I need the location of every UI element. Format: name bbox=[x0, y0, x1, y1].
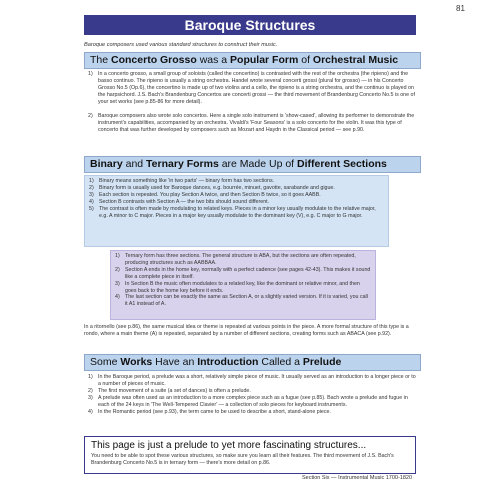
list-item bbox=[84, 113, 416, 148]
item-text: In Section B the music often modulates to a related key, like the dominant or relative minor, and then goes back to the home key before it ends. bbox=[125, 280, 360, 294]
heading-text: was a bbox=[196, 54, 231, 66]
item-text: Binary form is usually used for Baroque dances, e.g. bourrée, minuet, gavotte, sarabande and gigue. bbox=[99, 184, 335, 191]
heading-bold: Concerto Grosso bbox=[111, 54, 197, 66]
list-item bbox=[84, 388, 416, 395]
item-number: 2) bbox=[115, 266, 120, 273]
item-number: 4) bbox=[89, 198, 94, 205]
item-text: Baroque composers also wrote solo concertos. Here a single solo instrument is 'show-cased', allowing its performer to demonstrate the instrument's capabilities, accompanied by an orchestra. Vivaldi's 'Four Seasons' is a solo concerto for the violin. It was this type of concerto that was further developed by composers such as Mozart and Haydn in the Classical period — see p.90. bbox=[98, 113, 415, 133]
item-number: 4) bbox=[88, 408, 93, 415]
heading-text: Called a bbox=[258, 356, 303, 368]
item-text: The contrast is often made by modulating to related keys. Pieces in a minor key usually modulate to the relative major, e.g. A minor to C major. Pieces in a major key usually modulate to the dominant key (V), e.g. C major to G major. bbox=[99, 205, 376, 219]
item-text: In a concerto grosso, a small group of soloists (called the concertino) is contrasted with the rest of the orchestra (the ripieno) and the basso continuo. The ripieno is usually a string orchestra. Handel wrote several concerti grossi (plural for grosso) — in his Concerto Grosso No.5 (Op.6), the concertino is made up of two violins and a cello, the ripieno is a string orchestra, and the continuo is played on the harpsichord. J.S. Bach's Brandenburg Concertos are concerti grossi — the third movement of Brandenburg Concerto No.5 is one of your set works (see p.85-86 for more detail). bbox=[98, 71, 415, 105]
heading-bold: Introduction bbox=[197, 356, 259, 368]
ritornello-paragraph: In a ritornello (see p.86), the same musical idea or theme is repeated at various points in the piece. A more formal structure of this type is a rondo, where a main theme (A) is repeated, separated by a number of different sections, creating forms such as ABACA (see p.92). bbox=[84, 324, 409, 337]
item-number: 2) bbox=[88, 387, 93, 394]
heading-bold: Popular Form bbox=[230, 54, 299, 66]
item-text: A prelude was often used as an introduction to a more complex piece such as a fugue (see p.85). Bach wrote a prelude and fugue in each of the 24 keys in 'The Well-Tempered Clavier' — a collection of solo pieces for keyboard instruments. bbox=[98, 394, 408, 408]
item-number: 3) bbox=[88, 394, 93, 401]
item-number: 1) bbox=[115, 253, 120, 259]
list-item bbox=[84, 71, 416, 113]
binary-form-box bbox=[84, 175, 389, 247]
heading-bold: Binary bbox=[90, 158, 123, 170]
item-number: 3) bbox=[115, 280, 120, 287]
list-item bbox=[85, 185, 384, 192]
heading-text: are Made Up of bbox=[218, 158, 298, 170]
heading-bold: Works bbox=[120, 356, 153, 368]
intro-text: Baroque composers used various standard structures to construct their music. bbox=[84, 42, 278, 48]
list-item bbox=[111, 267, 371, 281]
concerto-list bbox=[84, 71, 416, 148]
prelude-list bbox=[84, 374, 416, 415]
heading-bold: Ternary Forms bbox=[146, 158, 219, 170]
item-number: 1) bbox=[89, 178, 94, 184]
section-heading-concerto-grosso bbox=[84, 52, 421, 69]
item-number: 2) bbox=[89, 184, 94, 191]
item-number: 1) bbox=[88, 71, 93, 77]
item-text: Ternary form has three sections. The general structure is ABA, but the sections are often repeated, producing structures such as AABBAA. bbox=[125, 253, 356, 266]
list-item bbox=[85, 178, 384, 185]
item-text: Section A ends in the home key, normally with a perfect cadence (see pages 42-43). This makes it sound like a complete piece in itself. bbox=[125, 266, 371, 280]
section-heading-binary-ternary bbox=[84, 156, 421, 173]
list-item bbox=[84, 409, 416, 416]
item-number: 2) bbox=[88, 113, 93, 119]
item-text: Section B contrasts with Section A — the two bits should sound different. bbox=[99, 198, 270, 205]
page-number: 81 bbox=[456, 4, 465, 13]
list-item bbox=[84, 395, 416, 409]
page-title: Baroque Structures bbox=[84, 15, 416, 35]
item-number: 1) bbox=[88, 374, 93, 380]
item-text: Each section is repeated. You play Section A twice, and then Section B twice, so it goes AABB. bbox=[99, 191, 321, 198]
heading-text: Have an bbox=[152, 356, 198, 368]
list-item bbox=[85, 206, 384, 220]
item-text: In the Romantic period (see p.93), the term came to be used to describe a short, stand-alone piece. bbox=[98, 408, 331, 415]
item-text: The last section can be exactly the same as Section A, or a slightly varied version. If it is varied, you call it A1 instead of A. bbox=[125, 294, 368, 308]
section-heading-prelude bbox=[84, 354, 421, 371]
heading-text: and bbox=[122, 158, 147, 170]
heading-text: of bbox=[298, 54, 313, 66]
heading-text: The bbox=[90, 54, 112, 66]
summary-box bbox=[84, 436, 416, 474]
list-item bbox=[111, 253, 371, 267]
list-item bbox=[111, 294, 371, 308]
item-number: 3) bbox=[89, 191, 94, 198]
item-text: In the Baroque period, a prelude was a short, relatively simple piece of music. It usually served as an introduction to a longer piece or to a number of pieces of music. bbox=[98, 374, 416, 387]
ternary-form-box bbox=[110, 250, 376, 320]
summary-title: This page is just a prelude to yet more fascinating structures... bbox=[91, 440, 367, 451]
item-number: 5) bbox=[89, 205, 94, 212]
heading-bold: Orchestral Music bbox=[312, 54, 399, 66]
list-item bbox=[84, 374, 416, 388]
item-text: Binary means something like 'in two parts' — binary form has two sections. bbox=[99, 178, 275, 184]
item-number: 4) bbox=[115, 294, 120, 301]
heading-bold: Prelude bbox=[302, 356, 342, 368]
list-item bbox=[85, 192, 384, 199]
summary-text: You need to be able to spot these various structures, so make sure you learn all their features. The third movement of J.S. Bach's Brandenburg Concerto No.5 is in ternary form — there's more detail on p.86. bbox=[91, 453, 394, 466]
heading-text: Some bbox=[90, 356, 121, 368]
item-text: The first movement of a suite (a set of dances) is often a prelude. bbox=[98, 387, 251, 394]
page-footer: Section Six — Instrumental Music 1700-1820 bbox=[302, 475, 413, 481]
list-item bbox=[111, 281, 371, 295]
list-item bbox=[85, 199, 384, 206]
heading-bold: Different Sections bbox=[297, 158, 387, 170]
